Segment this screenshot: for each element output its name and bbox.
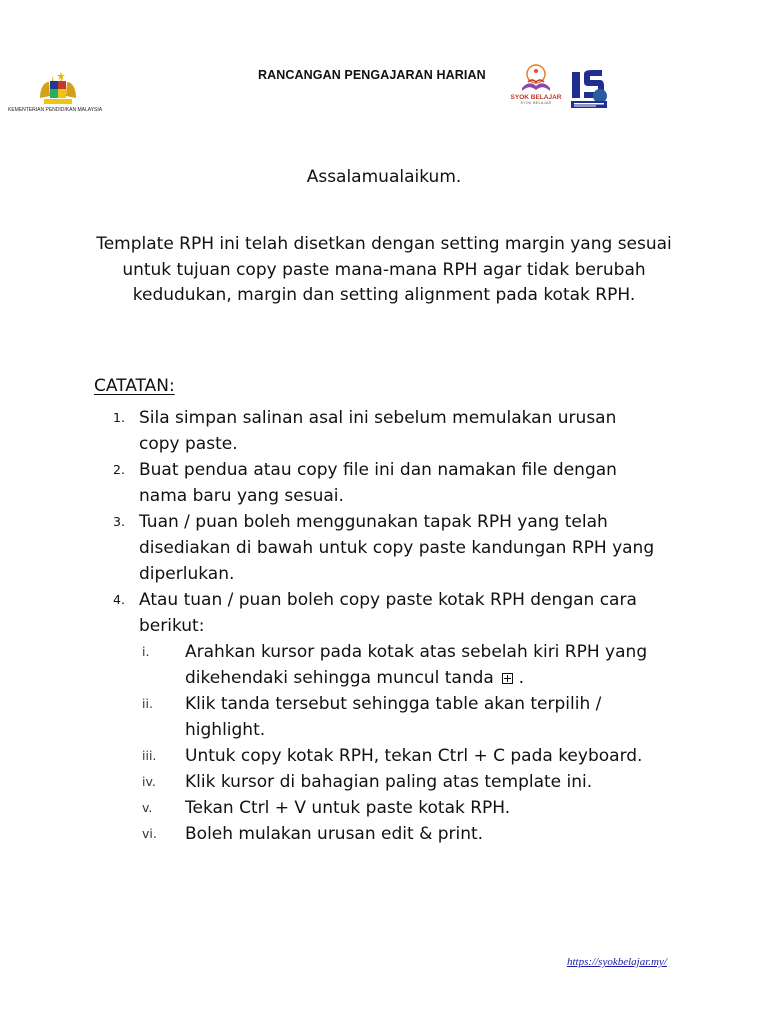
sub-list-item-number: i. <box>142 644 150 659</box>
sub-list-item-text: Klik kursor di bahagian paling atas template ini. <box>185 772 593 792</box>
sub-list-item-text: Arahkan kursor pada kotak atas sebelah kiri RPH yang dikehendaki sehingga muncul tanda <box>185 642 648 688</box>
syok-logo-subtext: SYOK BELAJAR <box>520 101 552 105</box>
ministry-label: KEMENTERIAN PENDIDIKAN MALAYSIA <box>8 107 103 113</box>
sub-list-item-number: iv. <box>142 774 156 789</box>
list-item <box>0 405 659 457</box>
list-item-text: Tuan / puan boleh menggunakan tapak RPH yang telah disediakan di bawah untuk copy paste kandungan RPH yang diperlukan. <box>139 512 655 584</box>
sub-list-item <box>0 743 665 769</box>
sub-list-item-text: Untuk copy kotak RPH, tekan Ctrl + C pada keyboard. <box>185 746 643 766</box>
list-item <box>0 587 659 639</box>
sub-list-item-suffix: . <box>518 668 525 688</box>
intro-paragraph: Template RPH ini telah disetkan dengan setting margin yang sesuai untuk tujuan copy paste mana-mana RPH agar tidak berubah kedudukan, margin dan setting alignment pada kotak RPH. <box>96 234 672 305</box>
sub-list-item-number: iii. <box>142 748 157 763</box>
greeting: Assalamualaikum. <box>306 167 462 187</box>
malaysia-crest-icon <box>36 70 80 106</box>
sub-list-item-text: Klik tanda tersebut sehingga table akan terpilih / highlight. <box>185 694 602 740</box>
list-item-text: Buat pendua atau copy file ini dan namakan file dengan nama baru yang sesuai. <box>139 460 617 506</box>
ministry-logo <box>8 70 108 113</box>
list-item <box>0 457 659 509</box>
is-badge-logo-icon <box>568 66 610 110</box>
sub-list-item-number: ii. <box>142 696 153 711</box>
page-header <box>0 0 768 130</box>
sub-list-item-text: Tekan Ctrl + V untuk paste kotak RPH. <box>185 798 511 818</box>
syok-logo-text: SYOK BELAJAR <box>510 94 562 101</box>
sub-list-item-number: vi. <box>142 826 157 841</box>
sub-list-item <box>0 769 665 795</box>
notes-list <box>0 405 768 847</box>
sub-list-item <box>0 639 665 691</box>
syokbelajar-website-link[interactable]: https://syokbelajar.my/ <box>567 956 667 968</box>
list-item-number: 4. <box>113 592 125 607</box>
list-item-text: Atau tuan / puan boleh copy paste kotak RPH dengan cara berikut: <box>139 590 637 636</box>
list-item-number: 3. <box>113 514 125 529</box>
syok-belajar-logo <box>510 64 562 114</box>
sub-list-item-text: Boleh mulakan urusan edit & print. <box>185 824 484 844</box>
sub-list-item <box>0 691 665 743</box>
list-item-number: 1. <box>113 410 125 425</box>
list-item <box>0 509 659 587</box>
table-move-handle-icon <box>502 673 513 684</box>
list-item-text: Sila simpan salinan asal ini sebelum memulakan urusan copy paste. <box>139 408 617 454</box>
notes-heading: CATATAN: <box>94 376 175 396</box>
list-item-number: 2. <box>113 462 125 477</box>
open-book-icon <box>516 64 556 94</box>
document-header-title: RANCANGAN PENGAJARAN HARIAN <box>258 68 486 82</box>
sub-list-item-number: v. <box>142 800 153 815</box>
sub-list-item <box>0 795 665 821</box>
sub-list-item <box>0 821 665 847</box>
